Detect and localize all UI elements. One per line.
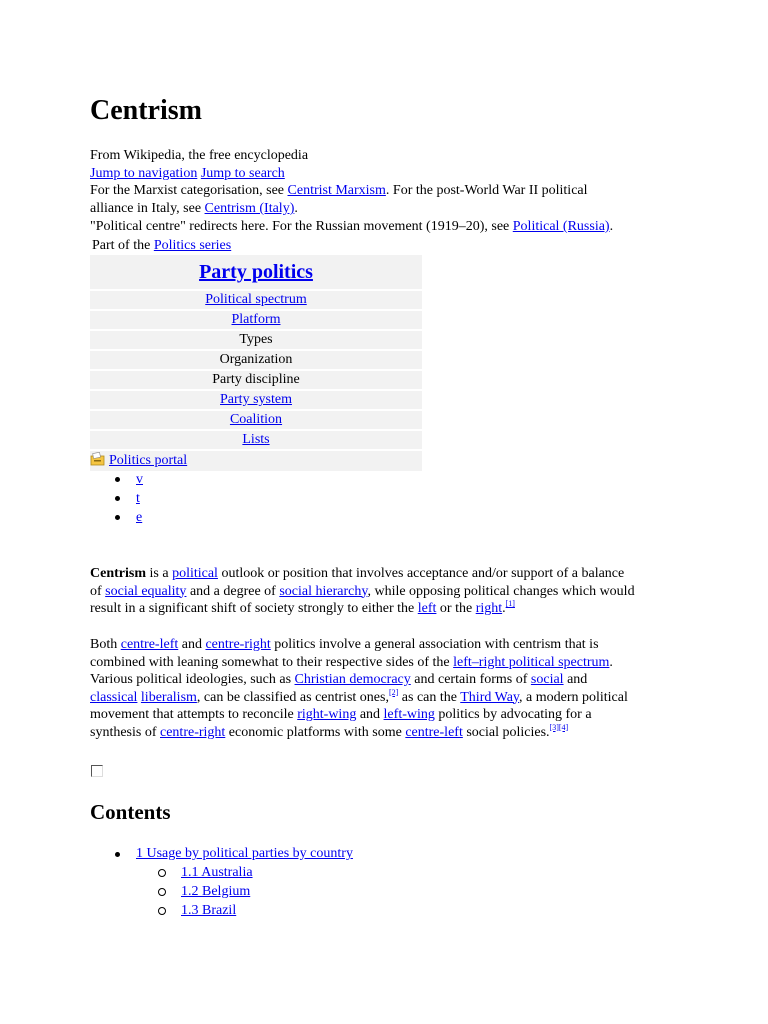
liberalism-link[interactable]: liberalism xyxy=(140,689,197,705)
infobox-row-link[interactable]: Lists xyxy=(242,432,270,447)
hatnote-text: alliance in Italy, see xyxy=(90,201,205,216)
reference-1-link[interactable]: [1] xyxy=(505,599,515,608)
para-text: or the xyxy=(436,601,476,616)
para-text: , while opposing political changes which would xyxy=(367,583,635,599)
infobox-row xyxy=(90,371,422,391)
hatnote-text: . For the post-World War II political xyxy=(385,183,588,198)
navbox-link[interactable]: e xyxy=(136,510,143,525)
hatnote-redirect xyxy=(90,218,613,236)
christian-democracy-link[interactable]: Christian democracy xyxy=(294,672,411,687)
centre-right-link[interactable]: centre-right xyxy=(160,724,226,740)
toc-link-usage-by-country[interactable]: 1 Usage by political parties by country xyxy=(136,846,353,861)
series-note xyxy=(92,237,231,255)
infobox-row-label: Types xyxy=(239,332,273,347)
infobox-row-label: Party discipline xyxy=(212,372,300,387)
toc-toggle-checkbox[interactable] xyxy=(91,765,103,777)
infobox-row xyxy=(90,291,422,311)
infobox-row-link[interactable]: Political spectrum xyxy=(205,292,307,307)
para-text: social policies. xyxy=(462,724,550,740)
infobox-title-link[interactable]: Party politics xyxy=(199,261,313,283)
infobox-row-link[interactable]: Party system xyxy=(220,392,292,407)
political-link[interactable]: political xyxy=(172,566,218,581)
toc-sublink[interactable]: 1.3 Brazil xyxy=(181,903,237,918)
hatnote-text: "Political centre" redirects here. For the Russian movement (1919–20), see xyxy=(90,219,513,234)
bold-term: Centrism xyxy=(90,566,146,581)
hatnote-text: For the Marxist categorisation, see xyxy=(90,183,288,198)
navbox-link[interactable]: v xyxy=(136,472,143,487)
para-text: , can be classified as centrist ones, xyxy=(196,689,389,705)
infobox-row xyxy=(90,311,422,331)
navbox-links xyxy=(112,470,143,527)
toc-subitem xyxy=(135,901,353,920)
jump-to-navigation-link[interactable]: Jump to navigation xyxy=(90,166,198,181)
jump-links xyxy=(90,165,285,183)
infobox-title-row xyxy=(90,255,422,291)
centre-right-link[interactable]: centre-right xyxy=(205,637,271,652)
infobox-row xyxy=(90,411,422,431)
para-text: . xyxy=(609,654,613,670)
third-way-link[interactable]: Third Way xyxy=(460,689,519,705)
centrism-italy-link[interactable]: Centrism (Italy) xyxy=(204,201,295,216)
para-text: economic platforms with some xyxy=(225,724,406,740)
para-text: politics involve a general association with centrism that is xyxy=(270,637,599,652)
political-russia-link[interactable]: Political (Russia) xyxy=(512,219,610,234)
left-link[interactable]: left xyxy=(417,601,437,616)
para-text: and certain forms of xyxy=(410,672,531,687)
toc-subitem xyxy=(135,863,353,882)
toc-sublink[interactable]: 1.1 Australia xyxy=(181,865,253,880)
para-text: result in a significant shift of society strongly to either the xyxy=(90,601,418,616)
infobox-row-link[interactable]: Platform xyxy=(231,312,281,327)
toc-item xyxy=(112,845,353,920)
infobox-row-label: Organization xyxy=(219,352,293,367)
centrist-marxism-link[interactable]: Centrist Marxism xyxy=(287,183,386,198)
para-text: . xyxy=(502,601,506,616)
para-text: as can the xyxy=(398,689,461,705)
left-wing-link[interactable]: left-wing xyxy=(383,707,435,722)
para-text: Various political ideologies, such as xyxy=(90,672,295,687)
social-equality-link[interactable]: social equality xyxy=(105,583,187,599)
navbox-item xyxy=(112,489,143,508)
page-title: Centrism xyxy=(90,95,202,126)
para-text: movement that attempts to reconcile xyxy=(90,707,298,722)
para-text: and xyxy=(563,672,588,687)
para-text: is a xyxy=(146,566,173,581)
hatnote-marxist xyxy=(90,182,588,200)
politics-series-link[interactable]: Politics series xyxy=(153,238,232,253)
reference-2-link[interactable]: [2] xyxy=(388,687,399,697)
right-link[interactable]: right xyxy=(475,601,503,616)
infobox-row xyxy=(90,351,422,371)
toc-sublink[interactable]: 1.2 Belgium xyxy=(181,884,251,899)
para-text: , a modern political xyxy=(519,689,628,705)
toc-subitem xyxy=(135,882,353,901)
navbox-item xyxy=(112,508,143,527)
para-text: and xyxy=(356,707,384,722)
lead-paragraph-2 xyxy=(90,636,690,741)
hatnote-italy xyxy=(90,200,298,218)
toc-sublist xyxy=(136,863,353,920)
social-hierarchy-link[interactable]: social hierarchy xyxy=(279,583,368,599)
politics-portal-row xyxy=(90,451,422,471)
contents-heading: Contents xyxy=(90,800,171,824)
jump-to-search-link[interactable]: Jump to search xyxy=(200,166,285,181)
hatnote-text: . xyxy=(609,219,614,234)
table-of-contents xyxy=(112,845,353,920)
infobox-row xyxy=(90,431,422,451)
hatnote-text: . xyxy=(294,201,298,216)
para-text: Both xyxy=(90,637,121,652)
centre-left-link[interactable]: centre-left xyxy=(120,637,179,652)
infobox-row-link[interactable]: Coalition xyxy=(229,412,283,427)
para-text: of xyxy=(90,583,106,599)
lead-paragraph-1 xyxy=(90,565,690,618)
politics-portal-link[interactable]: Politics portal xyxy=(109,453,188,468)
politics-portal-icon xyxy=(90,452,106,466)
series-prefix: Part of the xyxy=(92,238,154,253)
party-politics-infobox xyxy=(90,255,422,471)
para-text: and a degree of xyxy=(186,583,280,599)
para-text: and xyxy=(178,637,206,652)
right-wing-link[interactable]: right-wing xyxy=(297,707,357,722)
centre-left-link[interactable]: centre-left xyxy=(405,724,463,740)
classical-link[interactable]: classical xyxy=(90,689,138,705)
social-link[interactable]: social xyxy=(530,672,564,687)
para-text: outlook or position that involves acceptance and/or support of a balance xyxy=(217,566,625,581)
left-right-spectrum-link[interactable]: left–right political spectrum xyxy=(453,654,610,670)
infobox-row xyxy=(90,331,422,351)
navbox-link[interactable]: t xyxy=(136,491,140,506)
reference-3-4-link[interactable]: [3][4] xyxy=(549,722,569,732)
para-text: politics by advocating for a xyxy=(434,707,592,722)
infobox-row xyxy=(90,391,422,411)
tagline: From Wikipedia, the free encyclopedia xyxy=(90,148,309,163)
navbox-item xyxy=(112,470,143,489)
para-text: synthesis of xyxy=(90,724,160,740)
para-text: combined with leaning somewhat to their respective sides of the xyxy=(90,654,454,670)
